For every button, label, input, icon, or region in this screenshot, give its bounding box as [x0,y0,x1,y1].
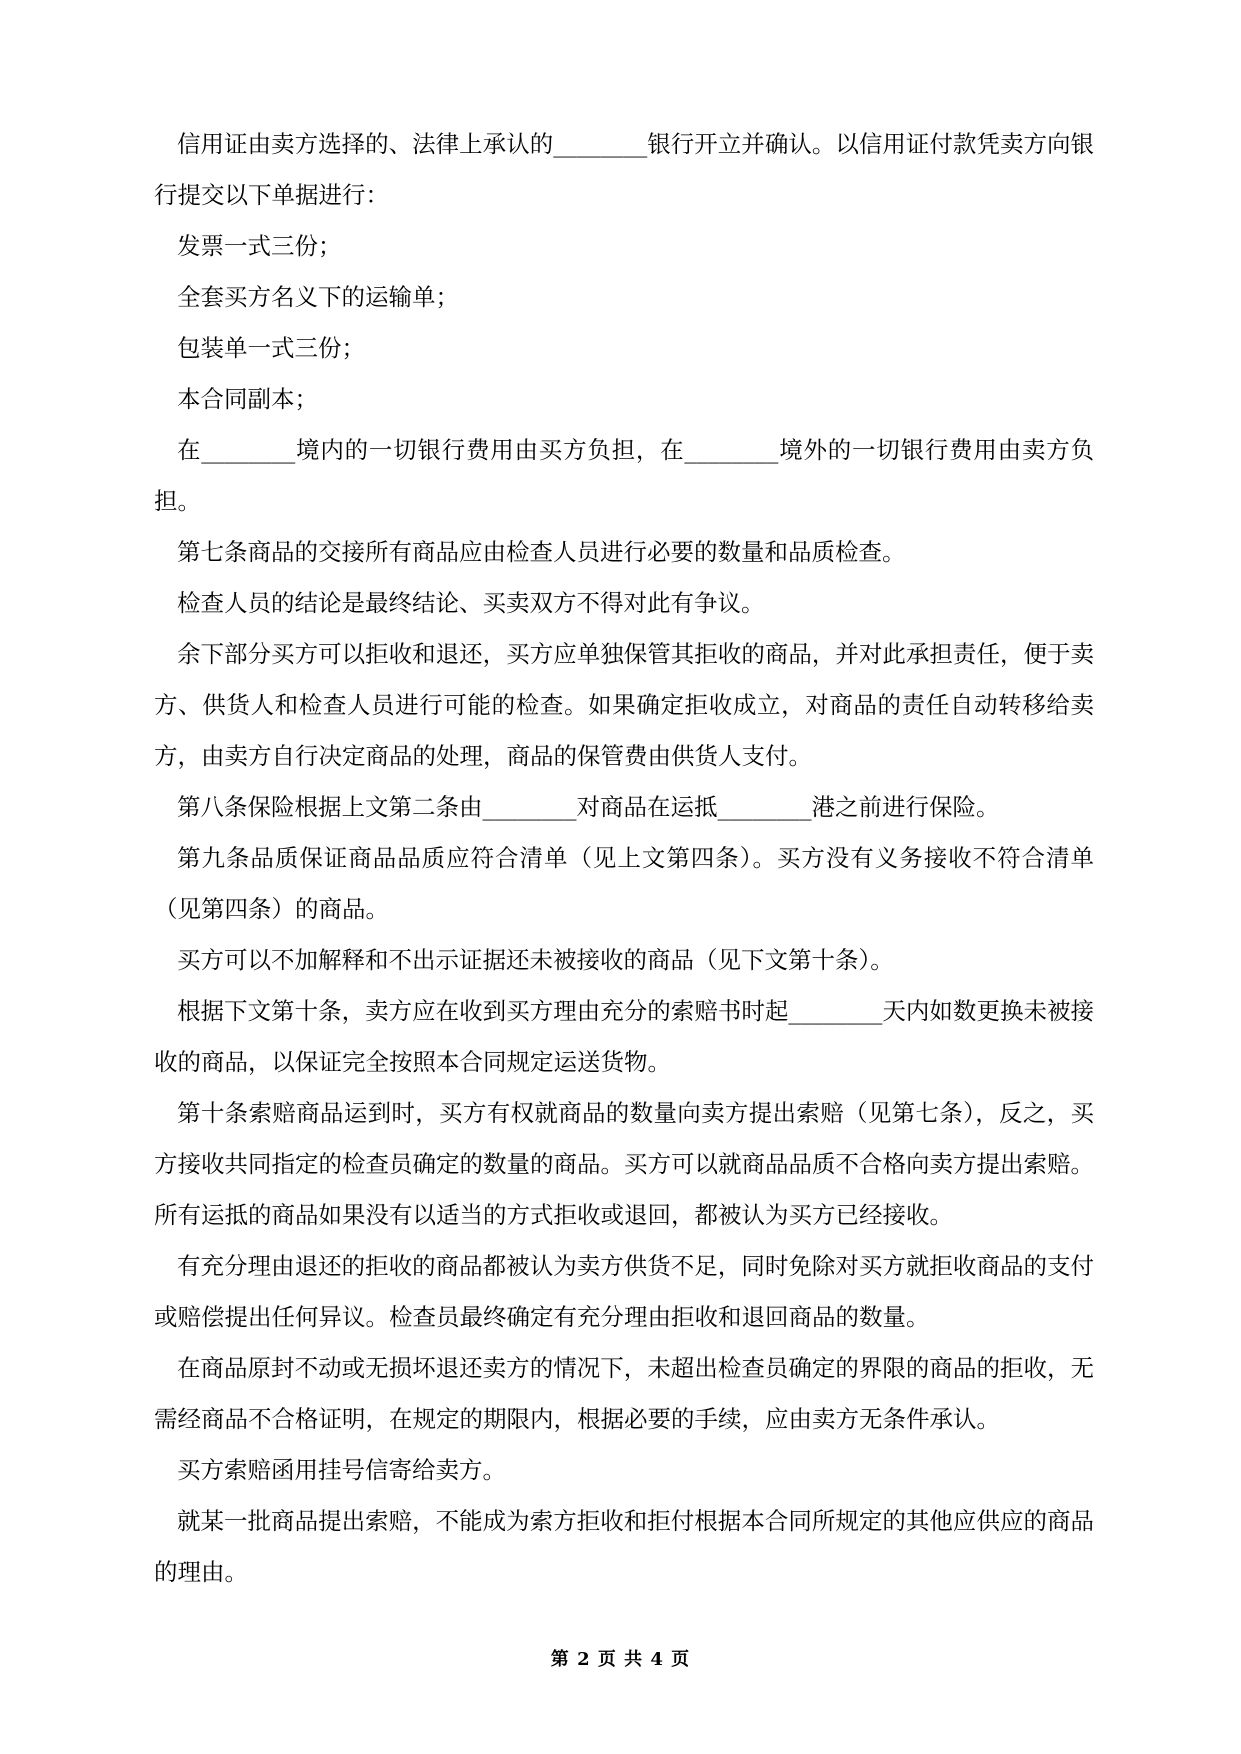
paragraph-buyer-refusal: 买方可以不加解释和不出示证据还未被接收的商品（见下文第十条）。 [177,946,894,974]
document-body [154,119,1094,1598]
paragraph-article-9: 第九条品质保证商品品质应符合清单（见上文第四条）。买方没有义务接收不符合清单（见第四条）的商品。 [154,844,1094,923]
paragraph-claim-letter: 买方索赔函用挂号信寄给卖方。 [177,1456,506,1484]
paragraph-invoice: 发票一式三份； [177,232,342,260]
paragraph-rejection: 余下部分买方可以拒收和退还，买方应单独保管其拒收的商品，并对此承担责任，便于卖方、供货人和检查人员进行可能的检查。如果确定拒收成立，对商品的责任自动转移给卖方，由卖方自行决定商品的处理，商品的保管费由供货人支付。 [154,640,1094,770]
paragraph-transport-document: 全套买方名义下的运输单； [177,283,459,311]
paragraph-replacement: 根据下文第十条，卖方应在收到买方理由充分的索赔书时起________天内如数更换未被接收的商品，以保证完全按照本合同规定运送货物。 [154,997,1094,1076]
paragraph-contract-copy: 本合同副本； [177,385,318,413]
paragraph-article-8: 第八条保险根据上文第二条由________对商品在运抵________港之前进行保险。 [177,793,1000,821]
paragraph-article-7: 第七条商品的交接所有商品应由检查人员进行必要的数量和品质检查。 [177,538,906,566]
paragraph-inspection-conclusion: 检查人员的结论是最终结论、买卖双方不得对此有争议。 [177,589,765,617]
paragraph-article-10: 第十条索赔商品运到时，买方有权就商品的数量向卖方提出索赔（见第七条），反之，买方接收共同指定的检查员确定的数量的商品。买方可以就商品品质不合格向卖方提出索赔。所有运抵的商品如果没有以适当的方式拒收或退回，都被认为买方已经接收。 [154,1099,1094,1229]
paragraph-letter-of-credit: 信用证由卖方选择的、法律上承认的________银行开立并确认。以信用证付款凭卖方向银行提交以下单据进行： [154,130,1094,209]
paragraph-bank-fees: 在________境内的一切银行费用由买方负担，在________境外的一切银行费用由卖方负担。 [154,436,1094,515]
page-number-footer: 第 2 页 共 4 页 [550,1649,691,1670]
paragraph-claim-scope: 就某一批商品提出索赔，不能成为索方拒收和拒付根据本合同所规定的其他应供应的商品的理由。 [154,1507,1094,1586]
paragraph-justified-rejection: 有充分理由退还的拒收的商品都被认为卖方供货不足，同时免除对买方就拒收商品的支付或赔偿提出任何异议。检查员最终确定有充分理由拒收和退回商品的数量。 [154,1252,1094,1331]
paragraph-packing-list: 包装单一式三份； [177,334,365,362]
paragraph-returned-goods: 在商品原封不动或无损坏退还卖方的情况下，未超出检查员确定的界限的商品的拒收，无需经商品不合格证明，在规定的期限内，根据必要的手续，应由卖方无条件承认。 [154,1354,1094,1433]
